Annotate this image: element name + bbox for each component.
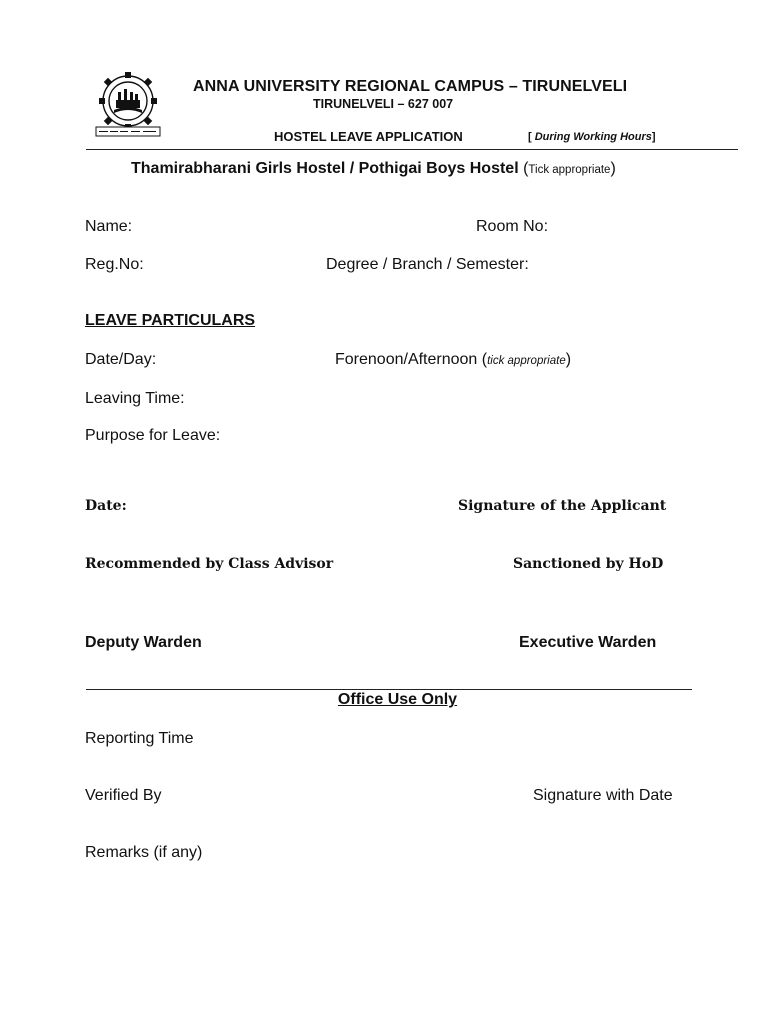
office-use-heading: Office Use Only xyxy=(337,691,458,708)
reporting-time-label: Reporting Time xyxy=(85,730,194,747)
name-field-label: Name: xyxy=(85,218,133,235)
campus-city: TIRUNELVELI – 627 007 xyxy=(313,97,454,111)
office-divider xyxy=(86,689,692,690)
room-no-field-label: Room No: xyxy=(476,218,549,235)
date-day-field-label: Date/Day: xyxy=(85,351,157,368)
working-hours-note: [ During Working Hours] xyxy=(528,131,656,143)
deputy-warden-label: Deputy Warden xyxy=(85,634,202,651)
class-advisor-label: Recommended by Class Advisor xyxy=(85,556,334,572)
hostel-choice: Thamirabharani Girls Hostel / Pothigai Boys Hostel (Tick appropriate) xyxy=(131,160,616,177)
purpose-field-label: Purpose for Leave: xyxy=(85,427,221,444)
verified-by-label: Verified By xyxy=(85,787,162,804)
remarks-label: Remarks (if any) xyxy=(85,844,203,861)
hod-label: Sanctioned by HoD xyxy=(513,556,664,572)
reg-no-field-label: Reg.No: xyxy=(85,256,144,273)
degree-field-label: Degree / Branch / Semester: xyxy=(326,256,529,273)
signature-with-date-label: Signature with Date xyxy=(533,787,673,804)
executive-warden-label: Executive Warden xyxy=(519,634,657,651)
form-title: HOSTEL LEAVE APPLICATION xyxy=(274,129,463,144)
university-name: ANNA UNIVERSITY REGIONAL CAMPUS – TIRUNELVELI xyxy=(193,78,628,95)
university-emblem-logo xyxy=(88,70,168,140)
leave-particulars-heading: LEAVE PARTICULARS xyxy=(85,312,256,329)
header-divider xyxy=(86,149,738,150)
leaving-time-field-label: Leaving Time: xyxy=(85,390,185,407)
applicant-signature-label: Signature of the Applicant xyxy=(458,498,667,514)
session-field-label: Forenoon/Afternoon (tick appropriate) xyxy=(335,351,572,368)
date-label: Date: xyxy=(85,498,127,514)
